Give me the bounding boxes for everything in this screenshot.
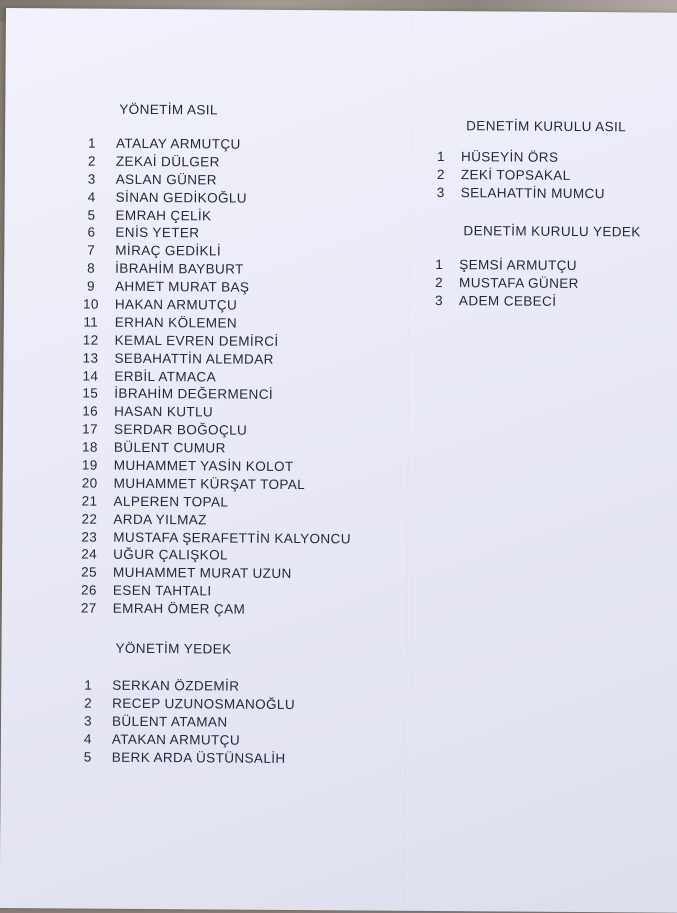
item-number: 8 bbox=[87, 260, 96, 276]
item-number: 17 bbox=[82, 421, 99, 437]
member-name: BERK ARDA ÜSTÜNSALİH bbox=[111, 749, 286, 766]
list-item bbox=[431, 274, 651, 293]
list-item bbox=[81, 510, 381, 530]
list-item bbox=[82, 439, 382, 459]
item-number: 1 bbox=[435, 257, 444, 273]
list-item bbox=[80, 712, 380, 732]
member-name: ADEM CEBECİ bbox=[458, 292, 557, 309]
item-number: 7 bbox=[87, 242, 96, 258]
member-name: HAKAN ARMUTÇU bbox=[114, 296, 238, 313]
item-number: 12 bbox=[82, 332, 99, 348]
list-item bbox=[84, 152, 384, 172]
list-item bbox=[81, 546, 381, 566]
list-item bbox=[82, 474, 382, 494]
list-item bbox=[81, 582, 381, 602]
yonetim-yedek-title: YÖNETİM YEDEK bbox=[115, 640, 232, 657]
item-number: 24 bbox=[81, 547, 98, 563]
item-number: 22 bbox=[81, 511, 98, 527]
member-name: UĞUR ÇALIŞKOL bbox=[113, 547, 228, 564]
item-number: 1 bbox=[84, 677, 93, 693]
member-name: HASAN KUTLU bbox=[114, 404, 214, 420]
item-number: 3 bbox=[434, 292, 443, 308]
list-item bbox=[80, 730, 380, 750]
member-name: MİRAÇ GEDİKLİ bbox=[115, 243, 222, 259]
member-name: ZEKAİ DÜLGER bbox=[115, 153, 220, 170]
member-name: ERHAN KÖLEMEN bbox=[114, 314, 238, 331]
member-name: ŞEMSİ ARMUTÇU bbox=[459, 257, 577, 273]
list-item bbox=[84, 188, 384, 208]
list-item bbox=[83, 260, 383, 280]
member-name: MUHAMMET KÜRŞAT TOPAL bbox=[113, 475, 306, 493]
item-number: 26 bbox=[80, 582, 97, 598]
member-name: İBRAHİM BAYBURT bbox=[115, 261, 244, 277]
item-number: 6 bbox=[87, 225, 96, 241]
item-number: 5 bbox=[83, 749, 92, 765]
list-item bbox=[83, 313, 383, 333]
member-name: MUSTAFA ŞERAFETTİN KALYONCU bbox=[113, 529, 351, 547]
item-number: 9 bbox=[87, 278, 96, 294]
member-name: AHMET MURAT BAŞ bbox=[115, 278, 250, 295]
member-name: ALPEREN TOPAL bbox=[113, 493, 229, 510]
list-item bbox=[83, 278, 383, 298]
member-name: HÜSEYİN ÖRS bbox=[460, 149, 559, 165]
denetim-yedek-title: DENETİM KURULU YEDEK bbox=[463, 223, 641, 240]
member-name: MUHAMMET MURAT UZUN bbox=[113, 565, 292, 582]
list-item bbox=[433, 148, 653, 167]
item-number: 19 bbox=[81, 457, 98, 473]
item-number: 13 bbox=[82, 350, 99, 366]
item-number: 15 bbox=[82, 386, 99, 402]
paper-sheet bbox=[0, 8, 677, 913]
list-item bbox=[83, 206, 383, 226]
member-name: RECEP UZUNOSMANOĞLU bbox=[112, 695, 296, 712]
item-number: 10 bbox=[82, 296, 99, 312]
item-number: 4 bbox=[83, 731, 92, 747]
member-name: SEBAHATTİN ALEMDAR bbox=[114, 350, 274, 367]
member-name: BÜLENT CUMUR bbox=[113, 439, 226, 456]
denetim-asil-title: DENETİM KURULU ASIL bbox=[466, 118, 627, 135]
member-name: ESEN TAHTALI bbox=[112, 583, 212, 599]
denetim-yedek-list bbox=[431, 256, 651, 311]
list-item bbox=[82, 457, 382, 477]
list-item bbox=[80, 677, 380, 697]
item-number: 3 bbox=[436, 184, 445, 200]
item-number: 21 bbox=[81, 493, 98, 509]
member-name: EMRAH ÇELİK bbox=[115, 207, 212, 224]
member-name: ARDA YILMAZ bbox=[113, 511, 207, 528]
member-name: ATALAY ARMUTÇU bbox=[116, 135, 241, 152]
member-name: MUHAMMET YASİN KOLOT bbox=[113, 457, 294, 475]
item-number: 1 bbox=[88, 135, 97, 151]
list-item bbox=[84, 135, 384, 155]
list-item bbox=[80, 694, 380, 714]
list-item bbox=[431, 292, 651, 311]
paper-fold bbox=[405, 11, 413, 911]
member-name: ENİS YETER bbox=[115, 225, 200, 241]
item-number: 14 bbox=[82, 368, 99, 384]
member-name: EMRAH ÖMER ÇAM bbox=[112, 600, 246, 617]
item-number: 2 bbox=[84, 695, 93, 711]
member-name: İBRAHİM DEĞERMENCİ bbox=[114, 386, 274, 403]
list-item bbox=[80, 748, 380, 768]
list-item bbox=[82, 349, 382, 369]
list-item bbox=[81, 528, 381, 548]
member-name: ZEKİ TOPSAKAL bbox=[460, 166, 571, 183]
item-number: 11 bbox=[83, 314, 99, 330]
member-name: SERDAR BOĞOÇLU bbox=[114, 422, 248, 438]
yonetim-asil-list bbox=[81, 135, 384, 620]
list-item bbox=[82, 385, 382, 405]
list-item bbox=[81, 564, 381, 584]
member-name: SELAHATTİN MUMCU bbox=[460, 184, 605, 201]
list-item bbox=[81, 492, 381, 512]
item-number: 2 bbox=[436, 166, 445, 182]
member-name: KEMAL EVREN DEMİRCİ bbox=[114, 332, 279, 349]
item-number: 18 bbox=[81, 439, 98, 455]
item-number: 25 bbox=[81, 564, 98, 581]
member-name: ERBİL ATMACA bbox=[114, 368, 217, 385]
list-item bbox=[83, 242, 383, 262]
member-name: BÜLENT ATAMAN bbox=[111, 713, 228, 730]
list-item bbox=[82, 403, 382, 423]
item-number: 2 bbox=[87, 153, 96, 169]
yonetim-yedek-list bbox=[80, 677, 381, 769]
list-item bbox=[83, 296, 383, 316]
yonetim-asil-title: YÖNETİM ASIL bbox=[119, 101, 218, 118]
list-item bbox=[83, 224, 383, 244]
item-number: 3 bbox=[84, 713, 93, 729]
item-number: 20 bbox=[81, 475, 98, 491]
denetim-asil-list bbox=[433, 148, 653, 203]
list-item bbox=[431, 256, 651, 275]
member-name: SERKAN ÖZDEMİR bbox=[112, 677, 240, 694]
member-name: ATAKAN ARMUTÇU bbox=[111, 731, 241, 748]
list-item bbox=[84, 170, 384, 190]
item-number: 1 bbox=[436, 149, 445, 165]
list-item bbox=[82, 421, 382, 441]
item-number: 16 bbox=[82, 403, 99, 420]
list-item bbox=[82, 367, 382, 387]
item-number: 3 bbox=[87, 171, 96, 187]
item-number: 2 bbox=[435, 274, 444, 290]
list-item bbox=[433, 184, 653, 203]
list-item bbox=[433, 166, 653, 185]
item-number: 23 bbox=[81, 529, 98, 545]
member-name: SİNAN GEDİKOĞLU bbox=[115, 189, 248, 206]
item-number: 4 bbox=[87, 189, 96, 205]
member-name: ASLAN GÜNER bbox=[115, 171, 218, 188]
list-item bbox=[83, 331, 383, 351]
list-item bbox=[81, 600, 381, 620]
item-number: 27 bbox=[80, 600, 97, 616]
item-number: 5 bbox=[87, 207, 96, 223]
member-name: MUSTAFA GÜNER bbox=[459, 274, 579, 291]
